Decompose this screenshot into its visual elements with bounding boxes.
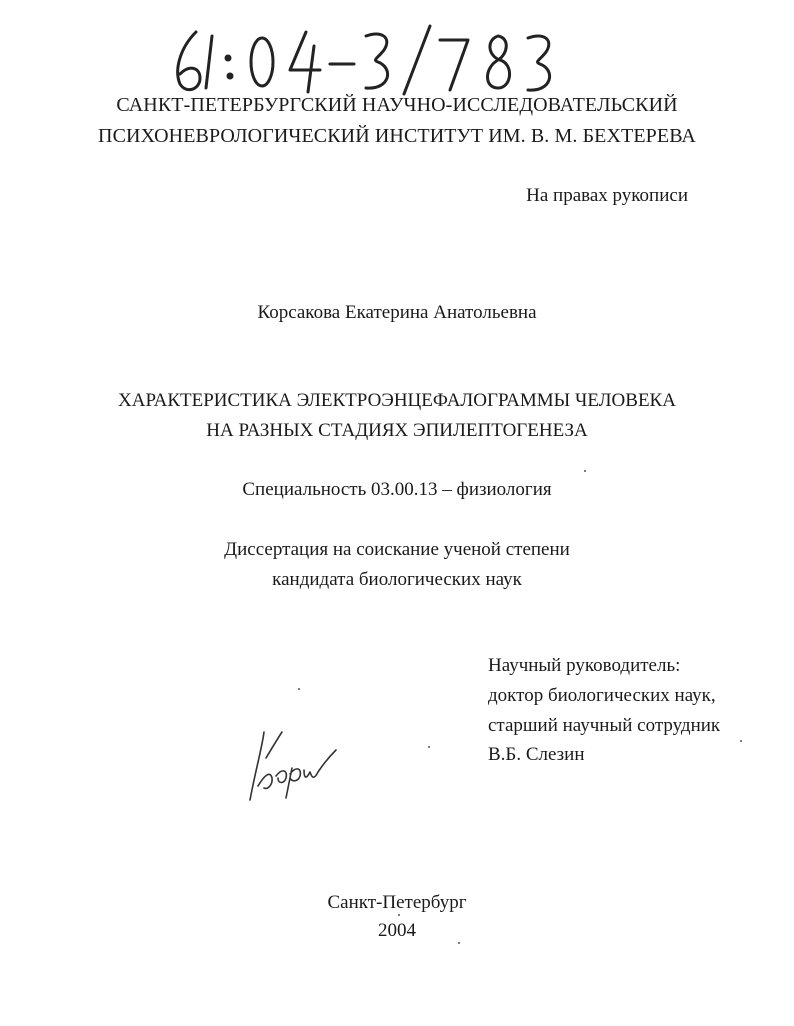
supervisor-name: В.Б. Слезин [488, 744, 585, 765]
supervisor-position: старший научный сотрудник [488, 715, 721, 736]
year: 2004 [378, 920, 416, 941]
manuscript-rights-note: На правах рукописи [526, 185, 688, 206]
institute-name-line2: ПСИХОНЕВРОЛОГИЧЕСКИЙ ИНСТИТУТ ИМ. В. М. БЕХТЕРЕВА [98, 125, 696, 147]
scan-speck [584, 470, 586, 472]
dissertation-title-line2: НА РАЗНЫХ СТАДИЯХ ЭПИЛЕПТОГЕНЕЗА [206, 420, 588, 441]
supervisor-degree: доктор биологических наук, [488, 685, 716, 706]
degree-line2: кандидата биологических наук [272, 569, 522, 590]
author-signature [242, 728, 362, 803]
dissertation-title-line1: ХАРАКТЕРИСТИКА ЭЛЕКТРОЭНЦЕФАЛОГРАММЫ ЧЕЛОВЕКА [118, 390, 676, 411]
scan-speck [428, 746, 430, 748]
specialty: Специальность 03.00.13 – физиология [242, 479, 552, 500]
degree-line1: Диссертация на соискание ученой степени [224, 539, 570, 560]
handwritten-archive-number [168, 18, 568, 98]
city: Санкт-Петербург [327, 892, 467, 913]
author-name: Корсакова Екатерина Анатольевна [257, 302, 537, 323]
scan-speck [740, 740, 742, 742]
scan-speck [398, 914, 400, 916]
supervisor-label: Научный руководитель: [488, 655, 681, 676]
scan-speck [298, 688, 300, 690]
institute-name-line1: САНКТ-ПЕТЕРБУРГСКИЙ НАУЧНО-ИССЛЕДОВАТЕЛЬСКИЙ [116, 94, 678, 116]
scan-speck [458, 942, 460, 944]
